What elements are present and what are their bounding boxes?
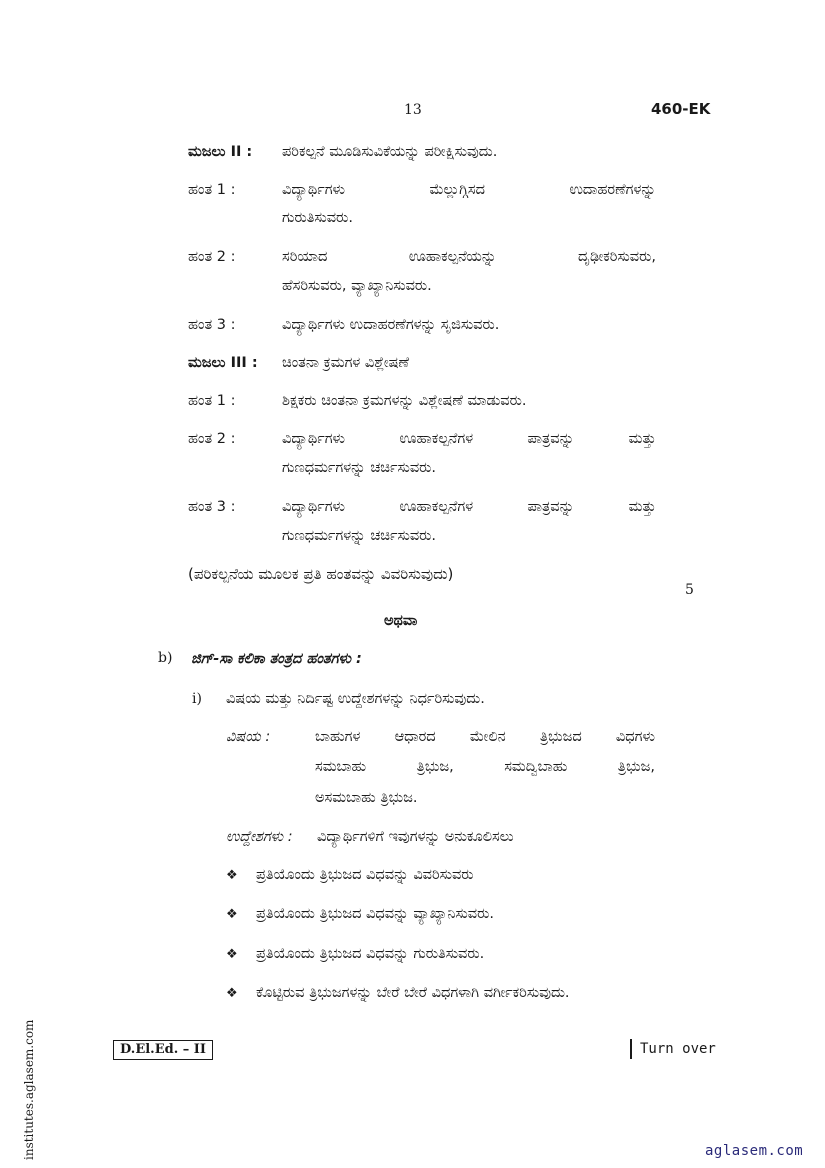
stage3-text: ಚಿಂತನಾ ಕ್ರಮಗಳ ವಿಶ್ಲೇಷಣೆ — [282, 355, 410, 371]
turn-over: Turn over — [630, 1039, 716, 1059]
word: ಸಮದ್ವಿಬಾಹು — [504, 759, 568, 775]
part-b-label: b) — [158, 650, 173, 666]
course-code-box: D.El.Ed. – II — [113, 1040, 213, 1060]
word: ಉದಾಹರಣೆಗಳನ್ನು — [569, 182, 656, 198]
step-line — [282, 429, 656, 449]
word: ದೃಢೀಕರಿಸುವರು, — [577, 249, 656, 265]
word: ಬಾಹುಗಳ — [315, 729, 361, 745]
word: ಊಹಾಕಲ್ಪನೆಗಳ — [399, 431, 474, 447]
topic-line: ಅಸಮಬಾಹು ತ್ರಿಭುಜ. — [315, 790, 418, 806]
or-separator: ಅಥವಾ — [384, 613, 418, 629]
word: ತ್ರಿಭುಜದ — [539, 729, 582, 745]
word: ಮತ್ತು — [628, 431, 656, 447]
word: ಪಾತ್ರವನ್ನು — [527, 499, 575, 515]
stage2-text: ಪರಿಕಲ್ಪನೆ ಮೂಡಿಸುವಿಕೆಯನ್ನು ಪರೀಕ್ಷಿಸುವುದು. — [282, 144, 498, 160]
marks: 5 — [685, 582, 694, 598]
stage2-label: ಮಜಲು II : — [188, 144, 253, 160]
step-line: ಶಿಕ್ಷಕರು ಚಿಂತನಾ ಕ್ರಮಗಳನ್ನು ವಿಶ್ಲೇಷಣೆ ಮಾಡುವರು. — [282, 393, 527, 409]
word: ವಿದ್ಯಾರ್ಥಿಗಳು — [282, 499, 346, 515]
step-line — [282, 497, 656, 517]
page-number: 13 — [404, 102, 422, 118]
word: ವಿದ್ಯಾರ್ಥಿಗಳು — [282, 431, 346, 447]
item-i-label: i) — [192, 691, 202, 707]
objectives-label: ಉದ್ದೇಶಗಳು : — [226, 829, 293, 845]
topic-line — [315, 727, 655, 747]
step-line: ವಿದ್ಯಾರ್ಥಿಗಳು ಉದಾಹರಣೆಗಳನ್ನು ಸೃಜಿಸುವರು. — [282, 317, 500, 333]
step-line — [282, 180, 656, 200]
bullet-icon: ❖ — [226, 986, 238, 1001]
item-i-text: ವಿಷಯ ಮತ್ತು ನಿರ್ದಿಷ್ಟ ಉದ್ದೇಶಗಳನ್ನು ನಿರ್ಧರಿಸುವುದು. — [226, 691, 485, 707]
step-line — [282, 247, 656, 267]
topic-label: ವಿಷಯ : — [226, 729, 271, 745]
bullet-icon: ❖ — [226, 868, 238, 883]
bullet-icon: ❖ — [226, 947, 238, 962]
step-label: ಹಂತ 3 : — [188, 499, 236, 515]
step-label: ಹಂತ 1 : — [188, 393, 236, 409]
paper-code: 460-EK — [651, 100, 711, 118]
step-line-cont: ಗುಣಧರ್ಮಗಳನ್ನು ಚರ್ಚಿಸುವರು. — [282, 460, 437, 476]
step-label: ಹಂತ 3 : — [188, 317, 236, 333]
objectives-text: ವಿದ್ಯಾರ್ಥಿಗಳಿಗೆ ಇವುಗಳನ್ನು ಅನುಕೂಲಿಸಲು — [317, 829, 514, 845]
stage3-note: (ಪರಿಕಲ್ಪನೆಯ ಮೂಲಕ ಪ್ರತಿ ಹಂತವನ್ನು ವಿವರಿಸುವುದು) — [188, 565, 454, 583]
objective-item: ಪ್ರತಿಯೊಂದು ತ್ರಿಭುಜದ ವಿಧವನ್ನು ಗುರುತಿಸುವರು. — [256, 946, 485, 962]
objective-item: ಕೊಟ್ಟಿರುವ ತ್ರಿಭುಜಗಳನ್ನು ಬೇರೆ ಬೇರೆ ವಿಧಗಳಾಗಿ ವರ್ಗೀಕರಿಸುವುದು. — [256, 985, 570, 1001]
step-label: ಹಂತ 1 : — [188, 182, 236, 198]
word: ಮತ್ತು — [628, 499, 656, 515]
word: ವಿಧಗಳು — [615, 729, 655, 745]
word: ಆಧಾರದ — [394, 729, 436, 745]
word: ಮೆಲ್ಲುಗ್ಗಿಸದ — [429, 182, 485, 198]
step-label: ಹಂತ 2 : — [188, 431, 236, 447]
topic-line — [315, 757, 655, 777]
word: ತ್ರಿಭುಜ, — [617, 759, 655, 775]
word: ಪಾತ್ರವನ್ನು — [527, 431, 575, 447]
step-line-cont: ಗುರುತಿಸುವರು. — [282, 210, 353, 226]
word: ಸಮಬಾಹು — [315, 759, 367, 775]
word: ಮೇಲಿನ — [469, 729, 506, 745]
word: ಊಹಾಕಲ್ಪನೆಯನ್ನು — [408, 249, 497, 265]
word: ತ್ರಿಭುಜ, — [416, 759, 454, 775]
step-label: ಹಂತ 2 : — [188, 249, 236, 265]
word: ಸರಿಯಾದ — [282, 249, 328, 265]
objective-item: ಪ್ರತಿಯೊಂದು ತ್ರಿಭುಜದ ವಿಧವನ್ನು ವಿವರಿಸುವರು — [256, 867, 474, 883]
side-watermark: institutes.aglasem.com — [22, 1019, 36, 1160]
stage3-label: ಮಜಲು III : — [188, 355, 258, 371]
step-line-cont: ಗುಣಧರ್ಮಗಳನ್ನು ಚರ್ಚಿಸುವರು. — [282, 528, 437, 544]
word: ಊಹಾಕಲ್ಪನೆಗಳ — [399, 499, 474, 515]
word: ವಿದ್ಯಾರ್ಥಿಗಳು — [282, 182, 346, 198]
site-watermark: aglasem.com — [705, 1143, 804, 1159]
bullet-icon: ❖ — [226, 907, 238, 922]
step-line-cont: ಹೆಸರಿಸುವರು, ವ್ಯಾಖ್ಯಾನಿಸುವರು. — [282, 278, 432, 294]
objective-item: ಪ್ರತಿಯೊಂದು ತ್ರಿಭುಜದ ವಿಧವನ್ನು ವ್ಯಾಖ್ಯಾನಿಸುವರು. — [256, 906, 494, 922]
part-b-title: ಜಿಗ್-ಸಾ ಕಲಿಕಾ ತಂತ್ರದ ಹಂತಗಳು : — [191, 651, 362, 667]
